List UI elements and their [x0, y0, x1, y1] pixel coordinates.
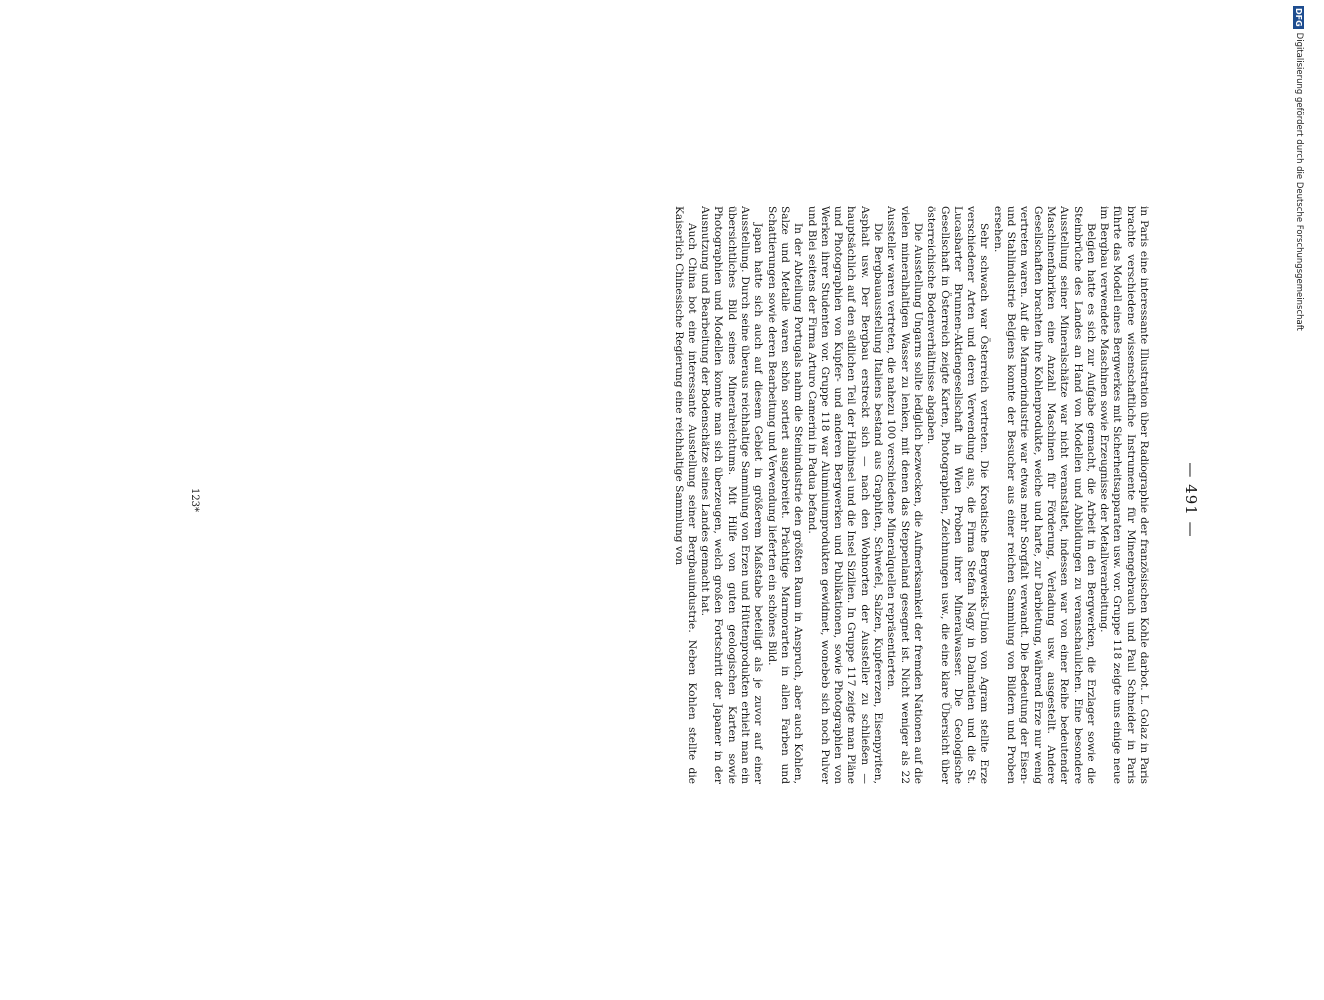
digitization-text: Digitalisierung gefördert durch die Deutsche Forschungsgemeinschaft: [1294, 32, 1304, 331]
paragraph-france: in Paris eine interessante Illustration über Radiographie der französischen Kohle darbot. L. Golaz in Paris brachte verschiedene wissenschaftliche Instrumente für Minengebrauch und Paul Schneider in Paris führte das Modell eines Bergwerkes mit Sicherheitsapparaten usw. vor. Gruppe 118 zeigte uns einige neue im Bergbau verwendete Maschinen sowie Erzeugnisse der Metallverarbeitung.: [1098, 206, 1150, 784]
digitization-note: [1290, 6, 1320, 406]
paragraph-belgium: Belgien hatte es sich zur Aufgabe gemacht, die Arbeit in den Bergwerken, die Erzlager sowie die Steinbrüche des Landes an Hand von Modellen und Abbildungen zu veranschaulichen. Eine besondere Ausstellung seiner Mineralschätze war nicht veranstaltet, indessen war von einer Reihe bedeutender Maschinenfabriken eine Anzahl Maschinen für Förderung, Verladung usw. ausgestellt. Andere Gesellschaften brachten ihre Kohlenprodukte, weiche und harte, zur Darbietung, während Erze nur wenig vertreten waren. Auf die Marmorindustrie war etwas mehr Sorgfalt verwandt. Die Bedeutung der Eisen- und Stahlindustrie Belgiens konnte der Besucher aus einer reichen Sammlung von Bildern und Proben ersehen.: [991, 206, 1097, 784]
dfg-logo: DFG: [1294, 8, 1304, 27]
printer-signature: 123*: [189, 487, 200, 513]
paragraph-japan: Japan hatte sich auch auf diesem Gebiet in größerem Maßstabe beteiligt als je zuvor auf einer Ausstellung. Durch seine überaus reichhaltige Sammlung von Erzen und Hüttenprodukten erhielt man ein übersichtliches Bild seines Mineralreichtums. Mit Hilfe von guten geologischen Karten sowie Photographien und Modellen konnte man sich überzeugen, welch großen Fortschritt der Japaner in der Ausnutzung und Bearbeitung der Bodenschätze seines Landes gemacht hat.: [699, 206, 765, 784]
paragraph-hungary: Die Ausstellung Ungarns sollte lediglich bezwecken, die Aufmerksamkeit der fremden Nationen auf die vielen mineralhaltigen Wasser zu lenken, mit denen das Steppenland gesegnet ist. Nicht weniger als 22 Aussteller waren vertreten, die nahezu 100 verschiedene Mineralquellen repräsentierten.: [885, 206, 924, 784]
page-number: — 491 —: [1182, 462, 1200, 538]
paragraph-portugal: In der Abteilung Portugals nahm die Steinindustrie den größten Raum in Anspruch, aber auch Kohlen, Salze und Metalle waren schön sortiert ausgebreitet. Prächtige Marmorarten in allen Farben und Schattierungen sowie deren Bearbeitung und Verwendung lieferten ein schönes Bild.: [765, 206, 805, 784]
paragraph-austria: Sehr schwach war Österreich vertreten. Die Kroatische Bergwerks-Union von Agram stellte Erze verschiedener Arten und deren Verwendung aus, die Firma Stefan Nagy in Dalmatien und die St. Lucasbarter Brunnen-Aktiengesellschaft in Wien Proben ihrer Mineralwasser. Die Geologische Gesellschaft in Österreich zeigte Karten, Photographien, Zeichnungen usw., die eine klare Übersicht über österreichische Bodenverhältnisse abgaben.: [925, 206, 991, 784]
rotated-book-page: [140, 180, 1220, 820]
paragraph-china: Auch China bot eine interessante Ausstellung seiner Bergbauindustrie. Neben Kohlen stellte die Kaiserlich Chinesische Regierung eine reichhaltige Sammlung von: [672, 206, 698, 784]
body-text: [671, 206, 1150, 784]
paragraph-italy: Die Bergbauausstellung Italiens bestand aus Graphiten, Schwefel, Salzen, Kupfererzen, Eisenpyriten, Asphalt usw. Der Bergbau erstreckt sich — nach den Wohnorten der Aussteller zu schließen — hauptsächlich auf den südlichen Teil der Halbinsel und die Insel Sizilien. In Gruppe 117 zeigte man Pläne und Photographien von Kupfer- und anderen Bergwerken und Publikationen, sowie Photographien von Werken ihrer Studenten vor. Gruppe 118 war Aluminiumprodukten gewidmet, wonebeb sich noch Pulver und Blei seitens der Firma Arturo Camerini in Padua befand.: [805, 206, 885, 784]
